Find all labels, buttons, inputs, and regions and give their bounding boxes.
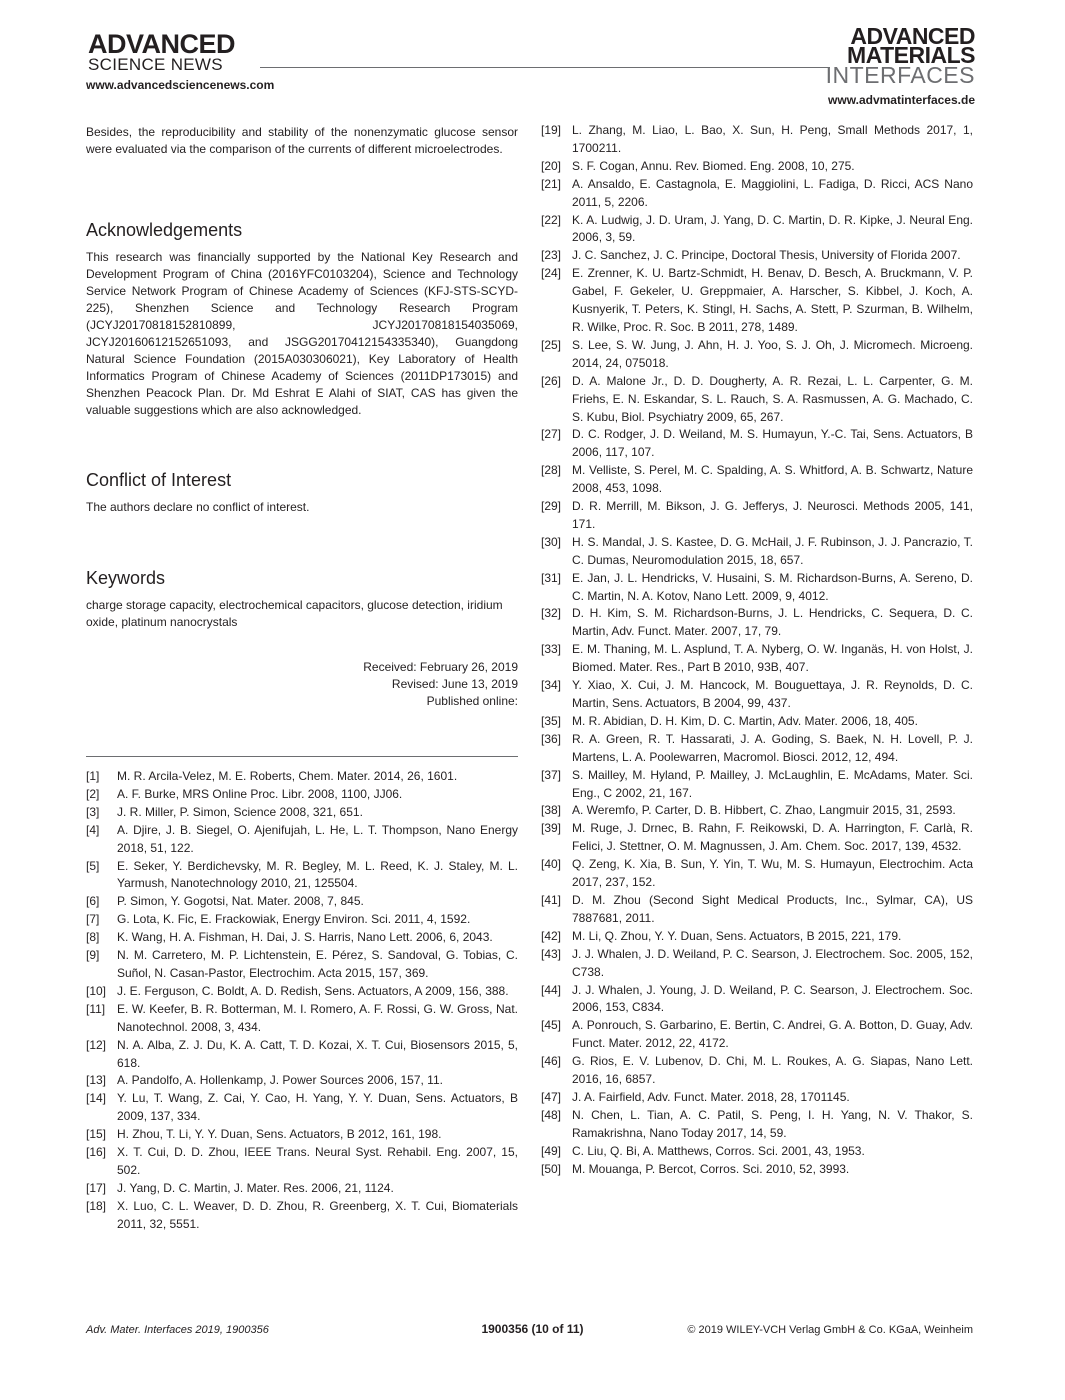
footer-page-number: 1900356 (10 of 11) [481,1322,584,1336]
reference-item [541,856,973,892]
conflict-heading: Conflict of Interest [86,470,232,490]
reference-number: [41] [541,892,562,907]
references-left-column [86,756,518,1234]
reference-number: [34] [541,678,562,693]
reference-text: X. T. Cui, D. D. Zhou, IEEE Trans. Neural Syst. Rehabil. Eng. 2007, 15, 502. [117,1145,518,1177]
reference-number: [1] [86,769,100,783]
reference-number: [26] [541,373,562,388]
reference-text: E. M. Thaning, M. L. Asplund, T. A. Nyberg, O. W. Inganäs, H. von Holst, J. Biomed. Mater. Res., Part B 2010, 93B, 407. [572,642,973,675]
reference-item [541,1017,973,1053]
reference-number: [39] [541,821,562,836]
reference-number: [30] [541,534,562,549]
keywords-section [86,570,518,631]
logo-line-science-news: SCIENCE NEWS [88,55,223,74]
advanced-science-news-logo [88,29,236,74]
conflict-section [86,472,518,516]
reference-item [86,1090,518,1126]
reference-number: [33] [541,642,562,657]
reference-number: [13] [86,1073,107,1088]
reference-text: M. R. Arcila-Velez, M. E. Roberts, Chem. Mater. 2014, 26, 1601. [117,769,458,783]
reference-number: [50] [541,1161,562,1176]
reference-text: D. C. Rodger, J. D. Weiland, M. S. Humayun, Y.-C. Tai, Sens. Actuators, B 2006, 117, 107. [572,427,973,460]
reference-text: D. R. Merrill, M. Bikson, J. G. Jefferys, J. Neurosci. Methods 2005, 141, 171. [572,499,973,531]
reference-number: [48] [541,1107,562,1122]
reference-number: [25] [541,337,562,352]
reference-text: X. Luo, C. L. Weaver, D. D. Zhou, R. Greenberg, X. T. Cui, Biomaterials 2011, 32, 5551. [117,1198,518,1231]
reference-text: M. Li, Q. Zhou, Y. Y. Duan, Sens. Actuators, B 2015, 221, 179. [572,928,902,943]
conflict-text: The authors declare no conflict of interest. [86,500,310,514]
acknowledgements-heading: Acknowledgements [86,220,243,240]
reference-number: [19] [541,123,562,137]
acknowledgements-text: This research was financially supported by the National Key Research and Development Program of China (2016YFC0103204), Science and Technology Service Network Program of Chinese Academy of Sciences (KFJ-STS-SCYD-225), Shenzhen Science and Technology Research Program (JCYJ20170818152810899, JCYJ20170818154035069, JCYJ20160612152651093, and JSGG20170412154335340), Guangdong Natural Science Foundation (2015A030306021), Key Laboratory of Health Informatics Program of Chinese Academy of Sciences (2011DP173015) and Shenzhen Peacock Plan. Dr. Md Eshrat E Alahi of SIAT, CAS has given the valuable suggestions which are also acknowledged. [86,250,518,417]
reference-number: [22] [541,212,562,227]
reference-number: [42] [541,928,562,943]
reference-item [86,1144,518,1180]
reference-text: M. R. Abidian, D. H. Kim, D. C. Martin, Adv. Mater. 2006, 18, 405. [572,713,918,728]
references-list-left [86,768,518,1234]
intro-paragraph-block [86,124,518,158]
keywords-text: charge storage capacity, electrochemical capacitors, glucose detection, iridium oxide, platinum nanocrystals [86,598,503,629]
reference-item [86,822,518,858]
logo-line-advanced: ADVANCED [88,29,236,59]
reference-item [86,911,518,929]
reference-text: P. Simon, Y. Gogotsi, Nat. Mater. 2008, 7, 845. [117,894,364,909]
reference-number: [37] [541,767,562,782]
reference-text: M. Ruge, J. Drnec, B. Rahn, F. Reikowski, D. A. Harrington, F. Carlà, R. Felici, J. Stettner, O. M. Magnussen, J. Am. Chem. Soc. 2017, 139, 4532. [572,821,973,854]
reference-item [541,1053,973,1089]
references-divider [86,756,518,757]
reference-number: [23] [541,248,562,263]
reference-number: [16] [86,1145,107,1160]
logo-line-materials: MATERIALS [847,42,975,68]
reference-item [86,786,518,804]
reference-number: [2] [86,786,100,801]
reference-text: A. Pandolfo, A. Hollenkamp, J. Power Sources 2006, 157, 11. [117,1073,443,1088]
reference-number: [14] [86,1091,107,1106]
reference-item [541,605,973,641]
reference-item [541,713,973,731]
revised-date: Revised: June 13, 2019 [391,677,518,691]
reference-item [541,982,973,1018]
reference-item [541,337,973,373]
reference-item [541,731,973,767]
reference-number: [9] [86,948,100,963]
reference-text: J. J. Whalen, J. Young, J. D. Weiland, P. C. Searson, J. Electrochem. Soc. 2006, 153, C834. [572,982,973,1015]
reference-item [541,498,973,534]
reference-text: A. F. Burke, MRS Online Proc. Libr. 2008, 1100, JJ06. [117,786,403,801]
logo-line-interfaces: INTERFACES [825,62,975,88]
reference-item [541,677,973,713]
header-divider [260,67,830,68]
reference-item [541,1161,973,1179]
reference-item [541,946,973,982]
reference-item [541,212,973,248]
reference-text: S. Mailley, M. Hyland, P. Mailley, J. McLaughlin, E. McAdams, Mater. Sci. Eng., C 2002, 21, 167. [572,767,973,800]
reference-number: [24] [541,266,562,281]
reference-text: A. Weremfo, P. Carter, D. B. Hibbert, C. Zhao, Langmuir 2015, 31, 2593. [572,803,956,818]
received-date: Received: February 26, 2019 [363,660,518,674]
reference-item [86,1126,518,1144]
reference-item [541,426,973,462]
reference-text: N. Chen, L. Tian, A. C. Patil, S. Peng, I. H. Yang, N. V. Thakor, S. Ramakrishna, Nano Today 2017, 14, 59. [572,1107,973,1140]
reference-item [86,1037,518,1073]
reference-text: C. Liu, Q. Bi, A. Matthews, Corros. Sci. 2001, 43, 1953. [572,1143,865,1158]
reference-number: [20] [541,158,562,173]
reference-item [541,892,973,928]
reference-number: [28] [541,463,562,478]
references-list-right [541,122,973,1178]
footer-copyright: © 2019 WILEY-VCH Verlag GmbH & Co. KGaA, Weinheim [687,1324,973,1336]
reference-item [541,158,973,176]
reference-text: H. S. Mandal, J. S. Kastee, D. G. McHail, J. F. Rubinson, J. J. Pancrazio, T. C. Dumas, Neuromodulation 2015, 18, 657. [572,534,973,567]
reference-item [541,1089,973,1107]
right-header-url[interactable]: www.advmatinterfaces.de [828,93,975,107]
reference-text: D. A. Malone Jr., D. D. Dougherty, A. R. Rezai, L. L. Carpenter, G. M. Friehs, E. N. Eskandar, S. L. Rauch, S. A. Rasmussen, A. G. Machado, C. S. Kubu, Biol. Psychiatry 2009, 65, 267. [572,373,973,424]
reference-number: [29] [541,499,562,514]
reference-item [541,802,973,820]
acknowledgements-section [86,222,518,419]
published-date: Published online: [426,694,518,708]
reference-text: J. A. Fairfield, Adv. Funct. Mater. 2018, 28, 1701145. [572,1089,850,1104]
reference-text: E. Zrenner, K. U. Bartz-Schmidt, H. Benav, D. Besch, A. Bruckmann, V. P. Gabel, F. Gekeler, U. Greppmaier, A. Harscher, S. Kibbel, J. Koch, A. Kusnyerik, T. Peters, K. Stingl, H. Sachs, A. Stett, P. Szurman, B. Wilhelm, R. Wilke, Proc. R. Soc. B 2011, 278, 1489. [572,266,973,334]
reference-item [541,265,973,337]
reference-text: S. Lee, S. W. Jung, J. Ahn, H. J. Yoo, S. J. Oh, J. Micromech. Microeng. 2014, 24, 075018. [572,337,973,370]
reference-text: D. H. Kim, S. M. Richardson-Burns, J. L. Hendricks, C. Sequera, D. C. Martin, Adv. Funct. Mater. 2007, 17, 79. [572,606,973,639]
reference-item [541,820,973,856]
reference-text: E. Jan, J. L. Hendricks, V. Husaini, S. M. Richardson-Burns, A. Sereno, D. C. Martin, N. A. Kotov, Nano Lett. 2009, 9, 4012. [572,570,973,603]
left-header-url[interactable]: www.advancedsciencenews.com [86,78,275,92]
reference-number: [4] [86,822,100,837]
reference-number: [5] [86,858,100,873]
reference-number: [8] [86,930,100,945]
reference-number: [32] [541,606,562,621]
reference-item [541,176,973,212]
reference-number: [3] [86,804,100,819]
reference-text: S. F. Cogan, Annu. Rev. Biomed. Eng. 2008, 10, 275. [572,158,855,173]
reference-item [86,768,518,786]
reference-number: [35] [541,713,562,728]
reference-number: [43] [541,946,562,961]
reference-text: A. Ponrouch, S. Garbarino, E. Bertin, C. Andrei, G. A. Botton, D. Guay, Adv. Funct. Mater. 2012, 22, 4172. [572,1018,973,1051]
reference-text: L. Zhang, M. Liao, L. Bao, X. Sun, H. Peng, Small Methods 2017, 1, 1700211. [572,123,973,155]
reference-number: [11] [86,1001,106,1016]
reference-number: [6] [86,894,100,909]
reference-number: [21] [541,176,562,191]
reference-text: G. Lota, K. Fic, E. Frackowiak, Energy Environ. Sci. 2011, 4, 1592. [117,912,471,927]
advanced-materials-interfaces-logo [825,23,975,88]
reference-item [541,247,973,265]
reference-number: [46] [541,1054,562,1069]
reference-item [541,462,973,498]
reference-item [541,373,973,427]
reference-number: [18] [86,1198,107,1213]
footer-journal-citation: Adv. Mater. Interfaces 2019, 1900356 [86,1324,269,1336]
reference-number: [17] [86,1180,107,1195]
reference-number: [15] [86,1127,107,1142]
reference-text: J. C. Sanchez, J. C. Principe, Doctoral Thesis, University of Florida 2007. [572,248,961,263]
reference-item [86,983,518,1001]
reference-item [86,804,518,822]
reference-text: J. R. Miller, P. Simon, Science 2008, 321, 651. [117,804,363,819]
reference-text: H. Zhou, T. Li, Y. Y. Duan, Sens. Actuators, B 2012, 161, 198. [117,1127,442,1142]
publication-dates [86,659,518,710]
reference-item [86,1001,518,1037]
reference-number: [36] [541,731,562,746]
reference-text: Y. Lu, T. Wang, Z. Cai, Y. Cao, H. Yang, Y. Y. Duan, Sens. Actuators, B 2009, 137, 334. [117,1091,518,1124]
reference-text: A. Djire, J. B. Siegel, O. Ajenifujah, L. He, L. T. Thompson, Nano Energy 2018, 51, 122. [117,822,518,855]
reference-text: Y. Xiao, X. Cui, J. M. Hancock, M. Bouguettaya, J. R. Reynolds, D. C. Martin, Sens. Actuators, B 2004, 99, 437. [572,678,973,710]
reference-text: K. A. Ludwig, J. D. Uram, J. Yang, D. C. Martin, D. R. Kipke, J. Neural Eng. 2006, 3, 59. [572,212,973,245]
reference-text: M. Velliste, S. Perel, M. C. Spalding, A. S. Whitford, A. B. Schwartz, Nature 2008, 453, 1098. [572,463,973,496]
reference-item [86,858,518,894]
reference-text: A. Ansaldo, E. Castagnola, E. Maggiolini, L. Fadiga, D. Ricci, ACS Nano 2011, 5, 2206. [572,176,973,209]
reference-text: Q. Zeng, K. Xia, B. Sun, Y. Yin, T. Wu, M. S. Humayun, Electrochim. Acta 2017, 237, 152. [572,857,973,890]
reference-number: [38] [541,803,562,818]
reference-item [86,1072,518,1090]
reference-item [86,929,518,947]
reference-text: G. Rios, E. V. Lubenov, D. Chi, M. L. Roukes, A. G. Siapas, Nano Lett. 2016, 16, 6857. [572,1054,973,1087]
reference-item [86,1198,518,1234]
reference-item [541,767,973,803]
reference-text: K. Wang, H. A. Fishman, H. Dai, J. S. Harris, Nano Lett. 2006, 6, 2043. [117,930,493,945]
reference-text: N. M. Carretero, M. P. Lichtenstein, E. Pérez, S. Sandoval, G. Tobias, C. Suñol, N. Casan-Pastor, Electrochim. Acta 2015, 157, 369. [117,948,518,980]
reference-item [541,928,973,946]
reference-number: [27] [541,427,562,442]
reference-item [86,947,518,983]
reference-text: E. W. Keefer, B. R. Botterman, M. I. Romero, A. F. Rossi, G. W. Gross, Nat. Nanotechnol. 2008, 3, 434. [117,1001,518,1034]
reference-text: R. A. Green, R. T. Hassarati, J. A. Goding, S. Baek, N. H. Lovell, P. J. Martens, L. A. Poolewarren, Macromol. Biosci. 2012, 12, 494. [572,731,973,764]
reference-number: [10] [86,983,107,998]
intro-paragraph: Besides, the reproducibility and stability of the nonenzymatic glucose sensor were evaluated via the comparison of the currents of different microelectrodes. [86,125,518,156]
reference-text: J. J. Whalen, J. D. Weiland, P. C. Searson, J. Electrochem. Soc. 2005, 152, C738. [572,946,973,979]
reference-item [541,534,973,570]
reference-text: E. Seker, Y. Berdichevsky, M. R. Begley, M. L. Reed, K. J. Staley, M. L. Yarmush, Nanotechnology 2010, 21, 125504. [117,858,518,891]
reference-number: [49] [541,1143,562,1158]
reference-text: J. Yang, D. C. Martin, J. Mater. Res. 2006, 21, 1124. [117,1180,394,1195]
reference-item [541,122,973,158]
reference-text: N. A. Alba, Z. J. Du, K. A. Catt, T. D. Kozai, X. T. Cui, Biosensors 2015, 5, 618. [117,1037,518,1070]
reference-item [541,1107,973,1143]
reference-item [86,1180,518,1198]
reference-item [86,893,518,911]
reference-item [541,1143,973,1161]
logo-line-advanced: ADVANCED [850,23,975,49]
reference-text: D. M. Zhou (Second Sight Medical Products, Inc., Sylmar, CA), US 7887681, 2011. [572,892,973,925]
reference-number: [31] [541,570,562,585]
reference-number: [40] [541,857,562,872]
reference-item [541,570,973,606]
reference-text: M. Mouanga, P. Bercot, Corros. Sci. 2010, 52, 3993. [572,1161,850,1176]
references-right-column [541,122,973,1178]
reference-number: [45] [541,1018,562,1033]
reference-text: J. E. Ferguson, C. Boldt, A. D. Redish, Sens. Actuators, A 2009, 156, 388. [117,983,509,998]
keywords-heading: Keywords [86,568,166,588]
reference-number: [7] [86,912,100,927]
reference-number: [44] [541,982,562,997]
reference-number: [47] [541,1089,562,1104]
reference-item [541,641,973,677]
reference-number: [12] [86,1037,107,1052]
